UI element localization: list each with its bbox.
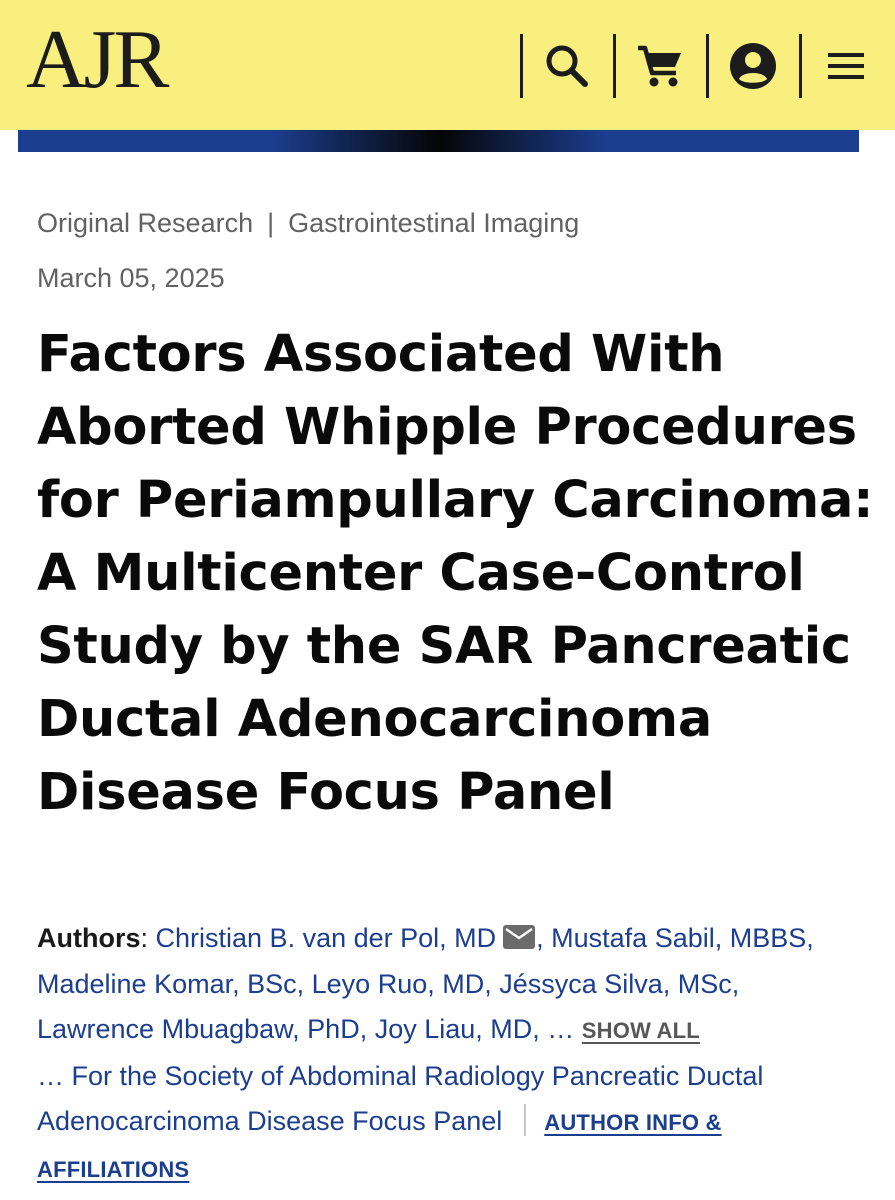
user-icon — [729, 42, 777, 90]
article-category-line — [37, 205, 579, 241]
show-all-authors-button[interactable]: SHOW ALL — [581, 1018, 700, 1043]
account-button[interactable] — [709, 34, 797, 98]
author-info-affiliations-link[interactable]: AUTHOR INFO & AFFILIATIONS — [37, 1110, 722, 1182]
header-accent-band — [18, 130, 859, 152]
article-title: Factors Associated With Aborted Whipple Procedures for Periampullary Carcinoma: A Multicenter Case-Control Study by the SAR Pancreatic Ductal Adenocarcinoma Disease Focus Panel — [37, 325, 874, 822]
header-nav — [520, 34, 895, 98]
author-separator: , — [359, 1014, 375, 1044]
article-subcategory[interactable]: Gastrointestinal Imaging — [288, 208, 580, 238]
authors-label: Authors — [37, 923, 141, 953]
author-name[interactable]: Christian B. van der Pol, MD — [155, 923, 497, 953]
menu-button[interactable] — [802, 34, 890, 98]
mail-icon[interactable] — [502, 924, 536, 950]
author-separator: , — [731, 968, 740, 999]
site-header — [0, 0, 895, 130]
author-name[interactable]: Jéssyca Silva, MSc — [499, 968, 732, 999]
author-name[interactable]: Madeline Komar, BSc — [37, 968, 297, 999]
author-name[interactable]: Mustafa Sabil, MBBS — [551, 923, 807, 953]
affiliation-divider — [524, 1104, 526, 1136]
author-separator: , — [484, 968, 500, 999]
cart-button[interactable] — [616, 34, 704, 98]
cart-icon — [636, 43, 684, 89]
author-name[interactable]: Lawrence Mbuagbaw, PhD — [37, 1014, 360, 1044]
authors-block — [37, 916, 852, 1192]
ajr-logo[interactable]: AJR — [26, 13, 167, 106]
author-separator: , — [806, 923, 814, 953]
search-icon — [544, 43, 590, 89]
author-separator: , — [296, 968, 312, 999]
author-name[interactable]: Leyo Ruo, MD — [311, 968, 485, 999]
author-separator: , — [536, 923, 552, 953]
authors-colon: : — [140, 923, 156, 953]
category-separator: | — [267, 208, 275, 238]
publication-date: March 05, 2025 — [37, 263, 225, 293]
menu-icon — [826, 49, 866, 83]
author-name[interactable]: Joy Liau, MD — [374, 1014, 533, 1044]
article-category[interactable]: Original Research — [37, 208, 254, 238]
search-button[interactable] — [523, 34, 611, 98]
group-author[interactable]: … For the Society of Abdominal Radiology Pancreatic Ductal Adenocarcinoma Disease Focus Panel — [37, 1060, 764, 1136]
author-truncation: , … — [532, 1014, 582, 1044]
